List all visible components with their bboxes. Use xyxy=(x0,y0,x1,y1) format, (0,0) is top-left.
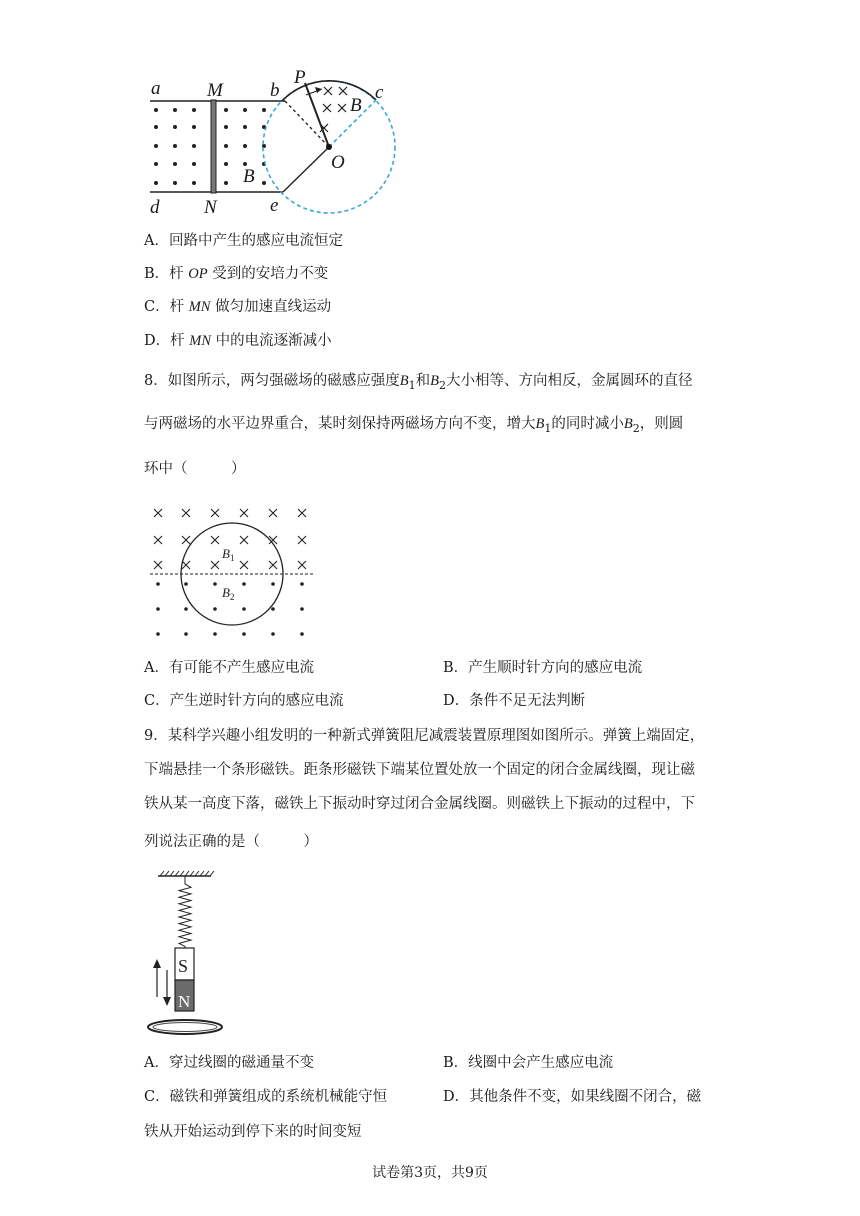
q9-stem-line2: 下端悬挂一个条形磁铁。距条形磁铁下端某位置处放一个固定的闭合金属线圈，现让磁 xyxy=(144,762,695,778)
label-M: M xyxy=(207,80,223,101)
q9-stem-line4: 列说法正确的是（ ） xyxy=(144,834,318,850)
q8-option-a: A．有可能不产生感应电流 xyxy=(144,660,314,676)
q8-option-b: B．产生顺时针方向的感应电流 xyxy=(443,660,643,676)
label-B-lower: B xyxy=(243,166,255,187)
q7-figure xyxy=(140,70,410,220)
q7-option-d: D．杆 MN 中的电流逐渐减小 xyxy=(144,333,332,349)
label-B-upper: B xyxy=(350,95,362,116)
q9-option-d-cont: 铁从开始运动到停下来的时间变短 xyxy=(144,1124,362,1140)
q9-figure xyxy=(140,868,230,1040)
label-B1: $B_1$ xyxy=(222,546,235,563)
label-c: c xyxy=(375,82,384,103)
q8-figure xyxy=(145,500,325,645)
magnet-N-label: N xyxy=(178,992,191,1011)
q7-option-c: C．杆 MN 做匀加速直线运动 xyxy=(144,299,332,315)
label-N: N xyxy=(204,197,217,218)
q9-option-a: A．穿过线圈的磁通量不变 xyxy=(144,1055,314,1071)
label-d: d xyxy=(150,197,160,218)
q9-stem-line1: 9．某科学兴趣小组发明的一种新式弹簧阻尼减震装置原理图如图所示。弹簧上端固定， xyxy=(144,728,705,744)
q8-stem-line1: 8．如图所示，两匀强磁场的磁感应强度$B_1$和$B_2$大小相等、方向相反，金属圆环的直径 xyxy=(144,373,693,392)
q8-option-d: D．条件不足无法判断 xyxy=(443,693,586,709)
q9-option-b: B．线圈中会产生感应电流 xyxy=(443,1055,614,1071)
q8-option-c: C．产生逆时针方向的感应电流 xyxy=(144,693,344,709)
page-footer: 试卷第3页，共9页 xyxy=(372,1165,488,1181)
q7-option-a: A．回路中产生的感应电流恒定 xyxy=(144,233,343,249)
label-P: P xyxy=(294,70,306,88)
label-a: a xyxy=(151,78,161,99)
label-O: O xyxy=(331,152,345,173)
q7-option-b: B．杆 OP 受到的安培力不变 xyxy=(144,266,329,282)
magnet-S-label: S xyxy=(178,956,189,976)
label-e: e xyxy=(270,195,279,216)
q8-stem-line2: 与两磁场的水平边界重合，某时刻保持两磁场方向不变，增大$B_1$的同时减小$B_2$，则圆 xyxy=(144,416,684,435)
label-B2: $B_2$ xyxy=(222,585,235,602)
q9-option-c: C．磁铁和弹簧组成的系统机械能守恒 xyxy=(144,1089,388,1105)
label-b: b xyxy=(270,80,280,101)
q9-option-d: D．其他条件不变，如果线圈不闭合，磁 xyxy=(443,1089,702,1105)
q8-stem-line3: 环中（ ） xyxy=(144,461,246,477)
q9-stem-line3: 铁从某一高度下落，磁铁上下振动时穿过闭合金属线圈。则磁铁上下振动的过程中，下 xyxy=(144,796,695,812)
